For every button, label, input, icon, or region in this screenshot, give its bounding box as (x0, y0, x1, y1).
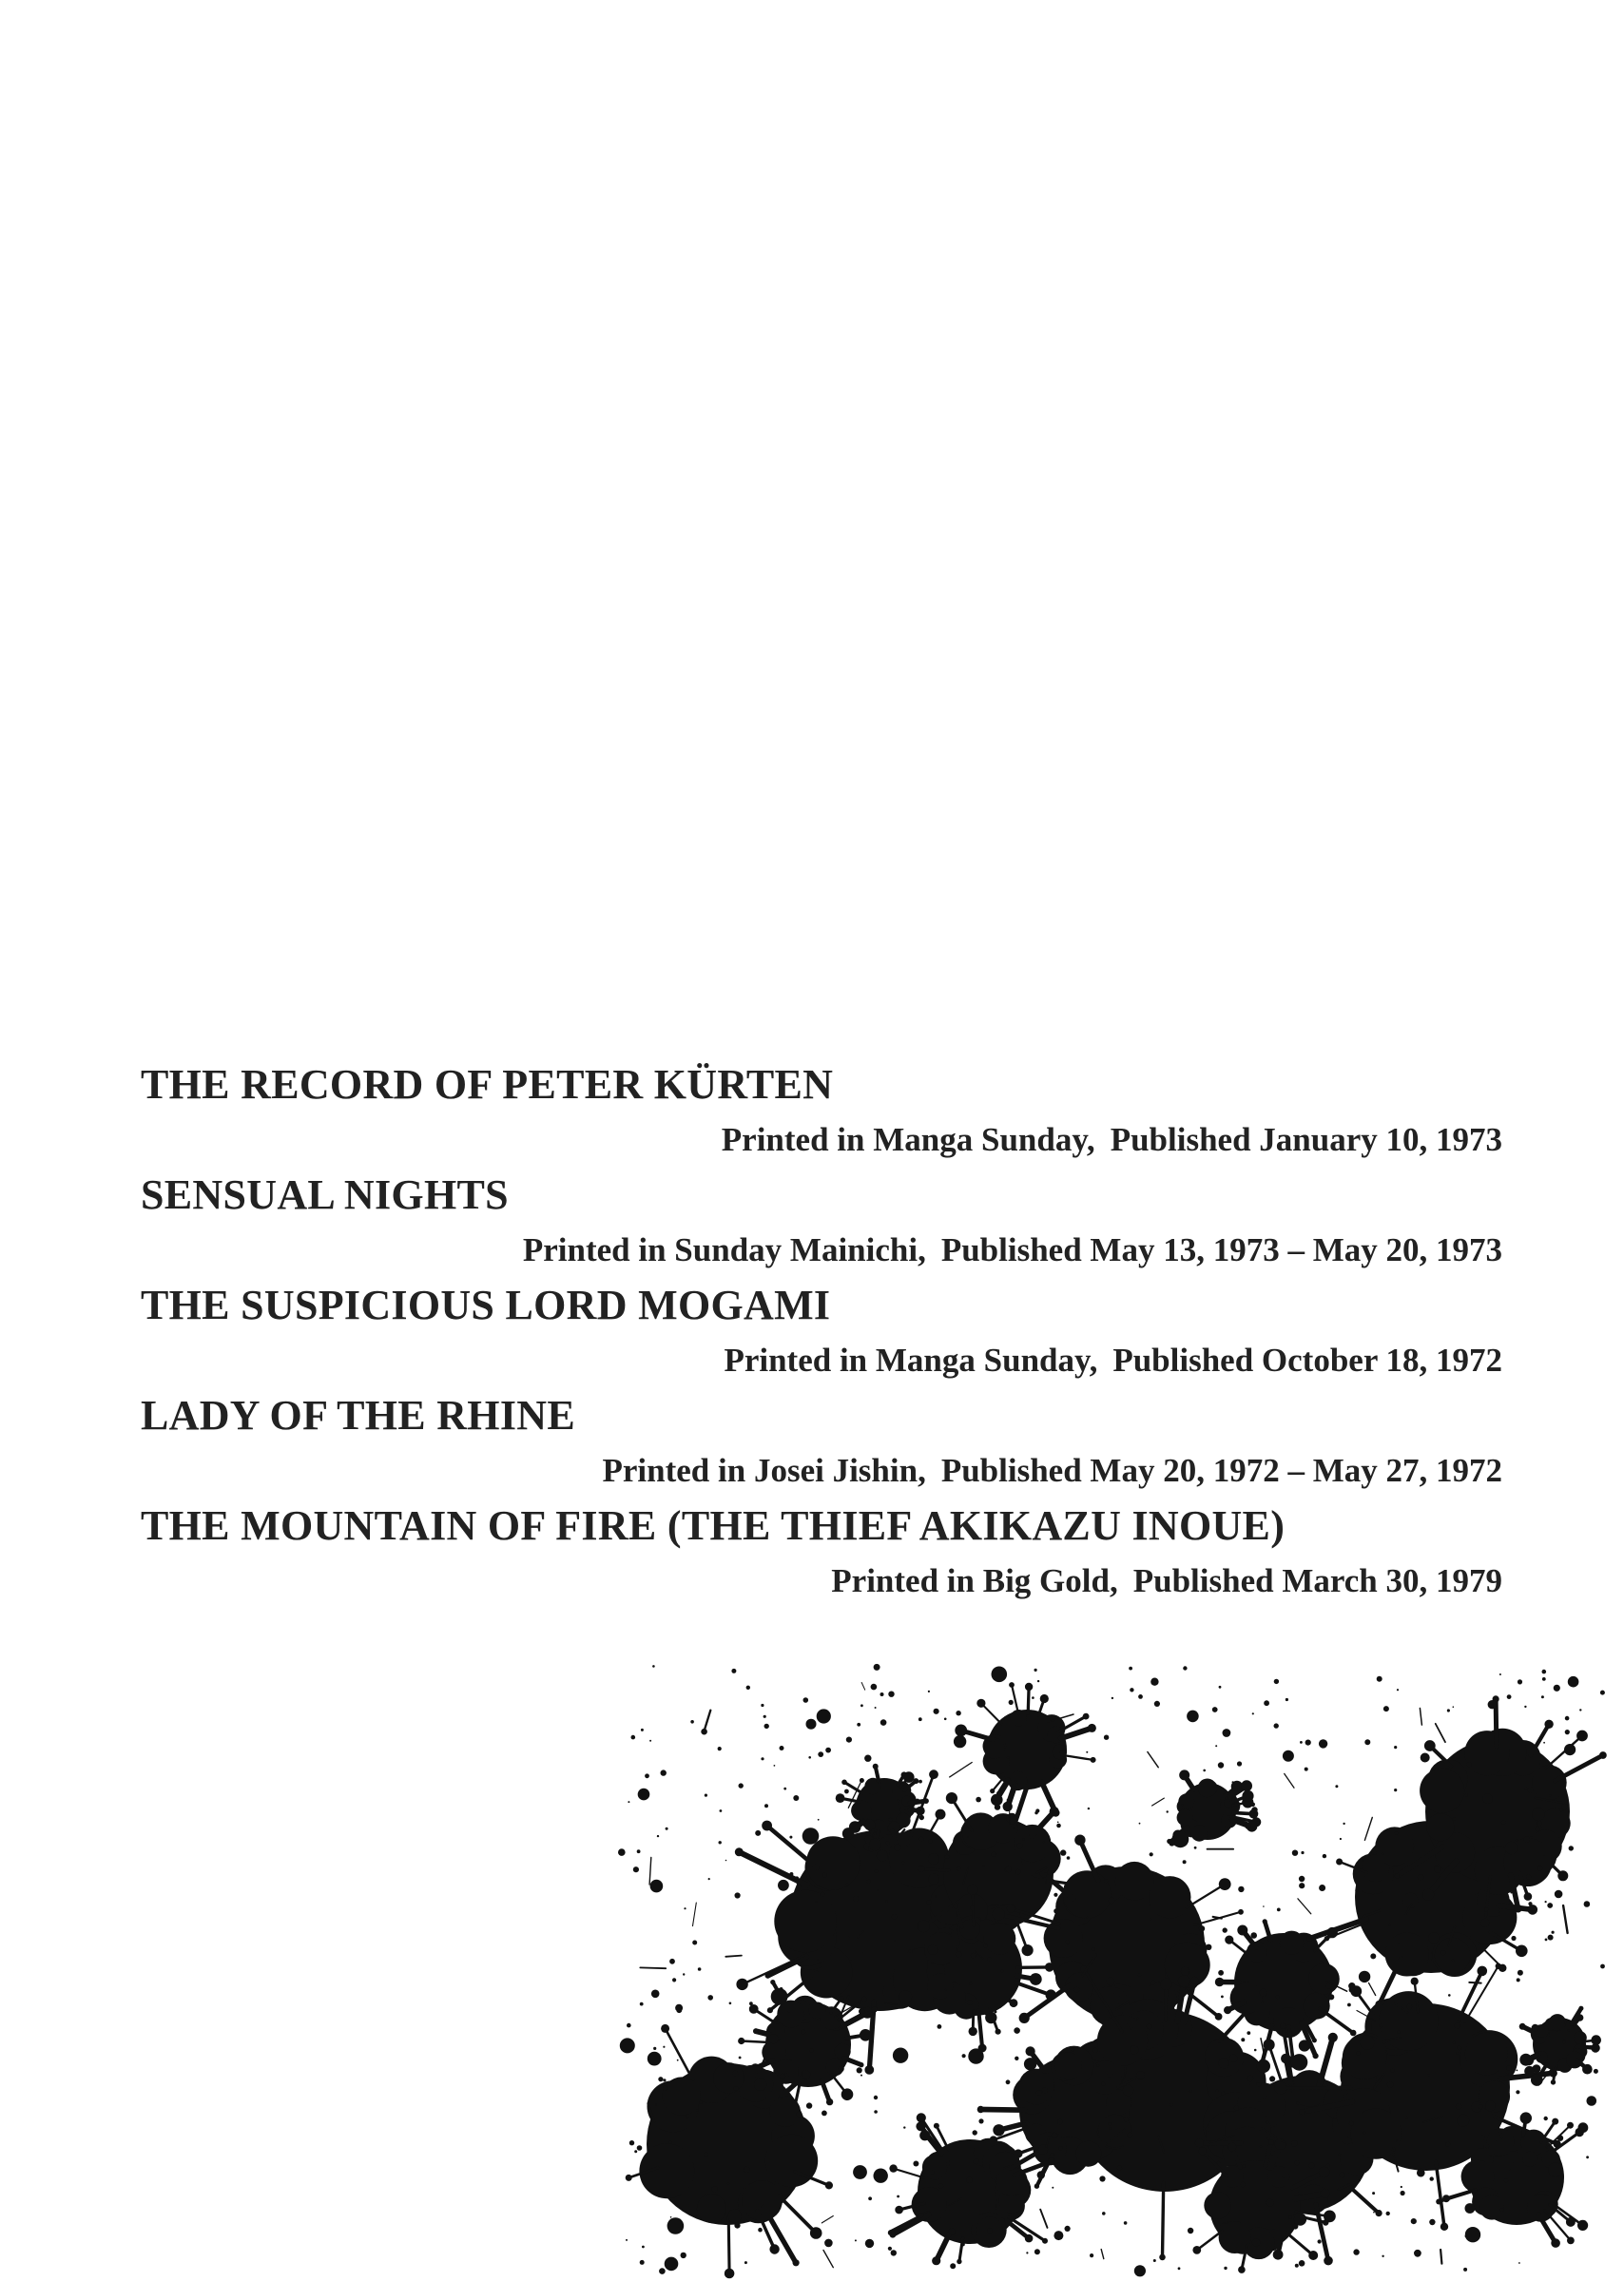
credit-entry (141, 1278, 1502, 1388)
publication-credits-list (141, 1057, 1502, 1609)
story-title: SENSUAL NIGHTS (141, 1171, 509, 1218)
credit-entry (141, 1057, 1502, 1168)
story-title: THE MOUNTAIN OF FIRE (THE THIEF AKIKAZU INOUE) (141, 1502, 1286, 1549)
publication-info (141, 1443, 1502, 1499)
published-date-text: Published May 20, 1972 – May 27, 1972 (940, 1452, 1502, 1489)
printed-in-text: Printed in Manga Sunday, (724, 1342, 1098, 1379)
published-date-text: Published October 18, 1972 (1112, 1342, 1502, 1379)
published-date-text: Published January 10, 1973 (1110, 1121, 1502, 1158)
printed-in-text: Printed in Big Gold, (831, 1562, 1118, 1599)
publication-info (141, 1223, 1502, 1278)
story-title: LADY OF THE RHINE (141, 1392, 575, 1439)
credit-entry (141, 1388, 1502, 1499)
published-date-text: Published March 30, 1979 (1132, 1562, 1502, 1599)
story-title: THE SUSPICIOUS LORD MOGAMI (141, 1282, 831, 1328)
printed-in-text: Printed in Josei Jishin, (602, 1452, 926, 1489)
published-date-text: Published May 13, 1973 – May 20, 1973 (940, 1231, 1502, 1268)
ink-splatter-illustration (599, 1654, 1624, 2282)
printed-in-text: Printed in Manga Sunday, (721, 1121, 1095, 1158)
credit-entry (141, 1499, 1502, 1609)
publication-info (141, 1333, 1502, 1388)
story-title: THE RECORD OF PETER KÜRTEN (141, 1061, 834, 1108)
printed-in-text: Printed in Sunday Mainichi, (522, 1231, 926, 1268)
credit-entry (141, 1168, 1502, 1278)
publication-info (141, 1112, 1502, 1168)
publication-info (141, 1554, 1502, 1609)
